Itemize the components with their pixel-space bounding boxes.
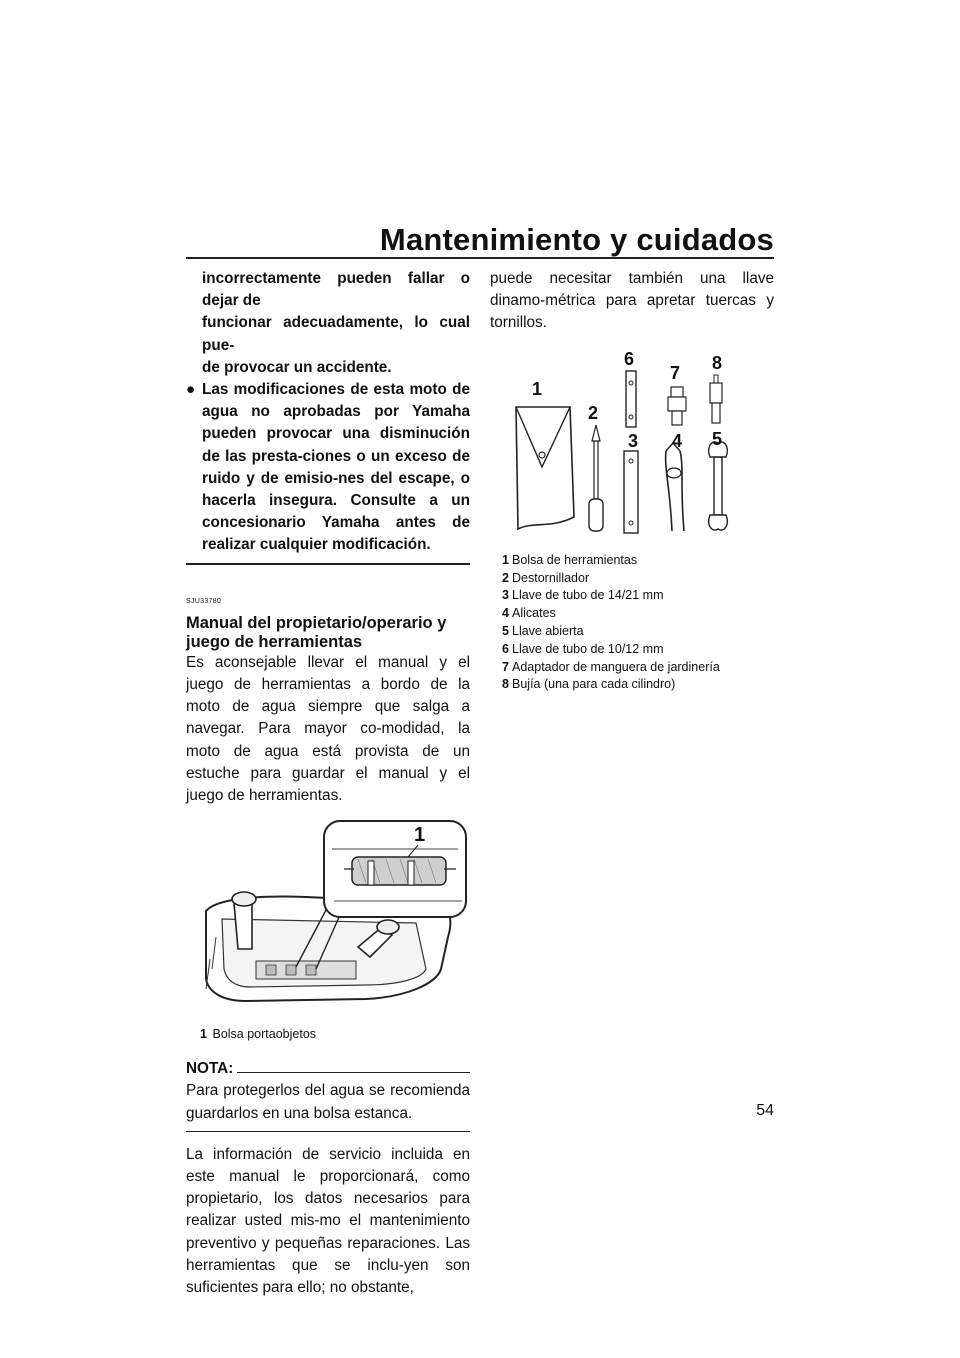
- warning-end-rule: [186, 563, 470, 565]
- tool-callout: 4: [672, 430, 683, 451]
- warning-line: incorrectamente pueden fallar o dejar de: [202, 270, 470, 310]
- note-label: NOTA:: [186, 1060, 234, 1078]
- figure1-callout: 1: [414, 824, 426, 847]
- legend-text: Destornillador: [512, 570, 590, 585]
- legend-item: [490, 641, 774, 659]
- legend-item: [490, 659, 774, 677]
- legend-text: Llave de tubo de 14/21 mm: [512, 588, 664, 603]
- tool-callout: 1: [532, 378, 543, 399]
- warning-bullet: [186, 379, 470, 557]
- legend-number: 7: [502, 659, 509, 674]
- toolkit-illustration: [490, 347, 750, 537]
- note-end-rule: [186, 1131, 470, 1132]
- legend-number: 2: [502, 570, 509, 585]
- tools-legend: [490, 552, 774, 694]
- legend-item: [490, 552, 774, 570]
- legend-item: [490, 605, 774, 623]
- warning-bullet-text: Las modificaciones de esta moto de agua no aprobadas por Yamaha pueden provocar una disminución de las presta-ciones o un exceso de ruido y de emisio-nes del escape, o hacerla insegura. Consulte a un concesionario Yamaha antes de realizar cualquier modificación.: [202, 381, 470, 554]
- tool-callout: 8: [712, 352, 723, 373]
- legend-item: [490, 623, 774, 641]
- section-code: SJU33780: [186, 597, 222, 605]
- bullet-dot-icon: ●: [186, 381, 196, 399]
- caption-number: 1: [200, 1027, 207, 1042]
- caption-text: Bolsa portaobjetos: [212, 1027, 317, 1042]
- section-heading: Manual del propietario/operario y juego de herramientas: [186, 613, 447, 651]
- legend-number: 4: [502, 606, 509, 621]
- service-paragraph-continued: puede necesitar también una llave dinamo-métrica para apretar tuercas y tornillos.: [490, 270, 774, 332]
- legend-text: Llave de tubo de 10/12 mm: [512, 641, 664, 656]
- legend-item: [490, 676, 774, 694]
- tool-callout: 6: [624, 348, 635, 369]
- page-number: 54: [756, 1102, 774, 1119]
- figure1-caption: [186, 1026, 470, 1044]
- legend-text: Bolsa de herramientas: [512, 552, 638, 567]
- note-rule: [237, 1072, 470, 1073]
- tool-callout: 3: [628, 430, 639, 451]
- legend-number: 8: [502, 677, 509, 692]
- right-column: [490, 268, 774, 694]
- warning-line: funcionar adecuadamente, lo cual pue-: [202, 314, 470, 354]
- legend-item: [490, 570, 774, 588]
- tool-callout: 7: [670, 362, 681, 383]
- header-rule: [186, 257, 774, 259]
- tool-callout: 2: [588, 402, 599, 423]
- legend-number: 6: [502, 641, 509, 656]
- storage-figure: [186, 819, 470, 1044]
- legend-text: Llave abierta: [512, 624, 584, 638]
- legend-number: 5: [502, 624, 509, 638]
- legend-text: Bujía (una para cada cilindro): [512, 677, 676, 692]
- legend-number: 3: [502, 588, 509, 603]
- warning-block: [186, 268, 470, 565]
- note-heading: [186, 1058, 470, 1080]
- legend-text: Alicates: [512, 606, 556, 621]
- left-column: [186, 268, 470, 1299]
- tool-callout: 5: [712, 428, 723, 449]
- note-text: Para protegerlos del agua se recomienda guardarlos en una bolsa estanca.: [186, 1082, 470, 1122]
- storage-compartment-illustration: [186, 819, 470, 1019]
- service-paragraph: La información de servicio incluida en este manual le proporcionará, como propietario, los datos necesarios para realizar usted mis-mo el mantenimiento preventivo y pequeñas reparaciones. Las herramientas que se inclu-yen son suficientes para ello; no obstante,: [186, 1145, 470, 1297]
- legend-item: [490, 587, 774, 605]
- section-intro: Es aconsejable llevar el manual y el juego de herramientas a bordo de la moto de agua siempre que salga a navegar. Para mayor co-modidad, la moto de agua está provista de un estuche para guardar el manual y el juego de herramientas.: [186, 653, 470, 805]
- warning-line: de provocar un accidente.: [202, 358, 392, 376]
- legend-number: 1: [502, 552, 509, 567]
- legend-text: Adaptador de manguera de jardinería: [512, 659, 720, 674]
- page-title: Mantenimiento y cuidados: [379, 222, 774, 257]
- tools-figure: [490, 347, 774, 695]
